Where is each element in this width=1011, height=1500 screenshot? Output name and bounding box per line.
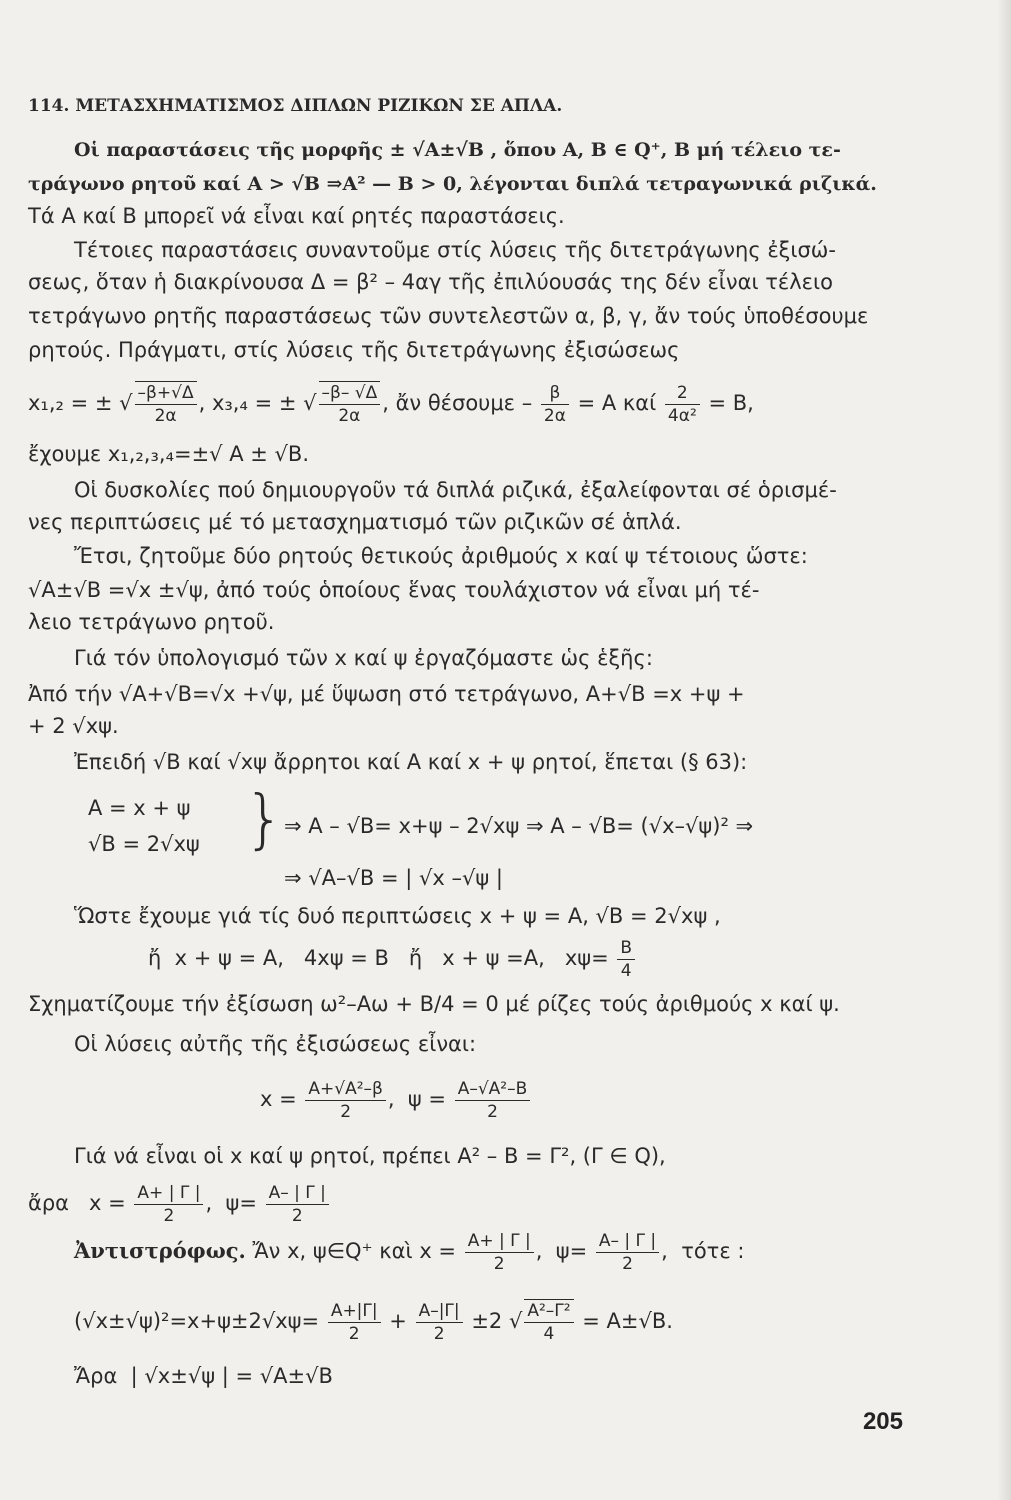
- text-line-16: Ἀπό τήν √A+√B=√x +√ψ, μέ ὕψωση στό τετράγωνο, A+√B =x +ψ +: [28, 682, 745, 706]
- text-line-28-prefix: ἄρα: [28, 1191, 70, 1215]
- text-line-5: σεως, ὅταν ἡ διακρίνουσα Δ = β² – 4αγ τῆς ἐπιλύουσάς της δέν εἶναι τέλειο: [28, 270, 833, 294]
- biquadratic-roots-formula: x₁,₂ = ± √ $\frac{-\beta+√\Delta}{2\alpha}$ , x₃,₄ = ± √ $\frac{-\beta- √\Delta}{2\alpha}$ , ἄν θέσουμε – $\frac{\beta}{2\alpha}$ = A καί $\frac{2}{\text{4α²}}$ = B,: [28, 382, 754, 426]
- solution-with-gamma: ἄρα x = $\frac{A+ | \Gamma |}{2}$ , ψ= $\frac{A- | \Gamma |}{2}$: [28, 1178, 971, 1228]
- system-eq-1: A = x + ψ: [88, 796, 191, 820]
- text-line-24: Σχηματίζουμε τήν ἐξίσωση ω²–Aω + B/4 = 0 μέ ρίζες τούς ἀριθμούς x καί ψ.: [28, 992, 840, 1016]
- conclusion-line: Ἄρα | √x±√ψ | = √A±√B: [74, 1364, 333, 1388]
- text-line-27: Γιά νά εἶναι οἱ x καί ψ ρητοί, πρέπει A² – B = Γ², (Γ ∈ Q),: [74, 1144, 666, 1168]
- text-line-25: Οἱ λύσεις αὐτῆς τῆς ἐξισώσεως εἶναι:: [74, 1032, 477, 1056]
- text-line-10: Οἱ δυσκολίες πού δημιουργοῦν τά διπλά ριζικά, ἐξαλείφονται σέ ὁρισμέ-: [74, 478, 837, 502]
- text-line-1: Οἱ παραστάσεις τῆς μορφῆς ± √A±√B , ὅπου A, B ∈ Q⁺, B μή τέλειο τε-: [74, 139, 841, 161]
- page-edge-shadow: [997, 0, 1011, 1500]
- page-number: 205: [862, 1408, 903, 1435]
- converse-text: Ἄν x, ψ∈Q⁺ καὶ: [252, 1239, 413, 1263]
- system-result: ⇒ A – √B= x+ψ – 2√xψ ⇒ A – √B= (√x–√ψ)² ⇒: [284, 814, 754, 838]
- text-line-9: ἔχουμε x₁,₂,₃,₄=±√ A ± √B.: [28, 442, 310, 466]
- text-line-12: Ἔτσι, ζητοῦμε δύο ρητούς θετικούς ἀριθμούς x καί ψ τέτοιους ὥστε:: [74, 544, 808, 568]
- text-line-18: Ἐπειδή √B καί √xψ ἄρρητοι καί A καί x + ψ ρητοί, ἕπεται (§ 63):: [74, 750, 748, 774]
- text-line-2: τράγωνο ρητοῦ καί A > √B ⇒A² — B > 0, λέγονται διπλά τετραγωνικά ριζικά.: [28, 173, 877, 195]
- right-brace: }: [244, 783, 285, 857]
- converse-label: Ἀντιστρόφως.: [74, 1238, 246, 1263]
- converse-proof-formula: (√x±√ψ)²=x+ψ±2√xψ= $\frac{A+|\Gamma|}{2}$ + $\frac{A-|\Gamma|}{2}$ ±2 √ $\frac{\text{A²–Γ²}}{4}$ = A±√B.: [74, 1300, 673, 1344]
- text-line-21: ⇒ √A–√B = | √x –√ψ |: [284, 866, 503, 890]
- text-line-4: Τέτοιες παραστάσεις συναντοῦμε στίς λύσεις τῆς διτετράγωνης ἐξισώ-: [74, 238, 836, 262]
- cases-line: ἤ x + ψ = A, 4xψ = B ἤ x + ψ =A, xψ= $\frac{B}{4}$: [148, 936, 971, 980]
- text-line-31-prefix: Ἄρα: [74, 1364, 118, 1388]
- text-line-22: Ὥστε ἔχουμε γιά τίς δυό περιπτώσεις x + ψ = A, √B = 2√xψ ,: [74, 904, 721, 928]
- text-line-6: τετράγωνο ρητῆς παραστάσεως τῶν συντελεστῶν α, β, γ, ἄν τούς ὑποθέσουμε: [28, 304, 869, 328]
- text-line-7: ρητούς. Πράγματι, στίς λύσεις τῆς διτετράγωνης ἐξισώσεως: [28, 338, 680, 362]
- tote-text: τότε :: [681, 1239, 745, 1263]
- text-line-11: νες περιπτώσεις μέ τό μετασχηματισμό τῶν ριζικῶν σέ ἁπλά.: [28, 510, 682, 534]
- text-line-13: √A±√B =√x ±√ψ, ἀπό τούς ὁποίους ἕνας τουλάχιστον νά εἶναι μή τέ-: [28, 578, 760, 602]
- text-line-15: Γιά τόν ὑπολογισμό τῶν x καί ψ ἐργαζόμαστε ὡς ἑξῆς:: [74, 646, 653, 670]
- text-line-3: Τά A καί B μπορεῖ νά εἶναι καί ρητές παραστάσεις.: [28, 204, 565, 228]
- text-line-14: λειο τετράγωνο ρητοῦ.: [28, 610, 275, 634]
- section-title: 114. ΜΕΤΑΣΧΗΜΑΤΙΣΜΟΣ ΔΙΠΛΩΝ ΡΙΖΙΚΩΝ ΣΕ ΑΠΛΑ.: [28, 96, 563, 116]
- converse-line: Ἀντιστρόφως. Ἄν x, ψ∈Q⁺ καὶ x = $\frac{A+ | \Gamma |}{2}$ , ψ= $\frac{A- | \Gamma |}{2}$ , τότε :: [74, 1230, 745, 1274]
- quadratic-solutions: x = $\frac{\text{A+√A²–β}}{2}$ , ψ = $\frac{\text{A–√A²–B}}{2}$: [260, 1074, 971, 1124]
- system-eq-2: √B = 2√xψ: [88, 832, 200, 856]
- text-line-17: + 2 √xψ.: [28, 714, 119, 738]
